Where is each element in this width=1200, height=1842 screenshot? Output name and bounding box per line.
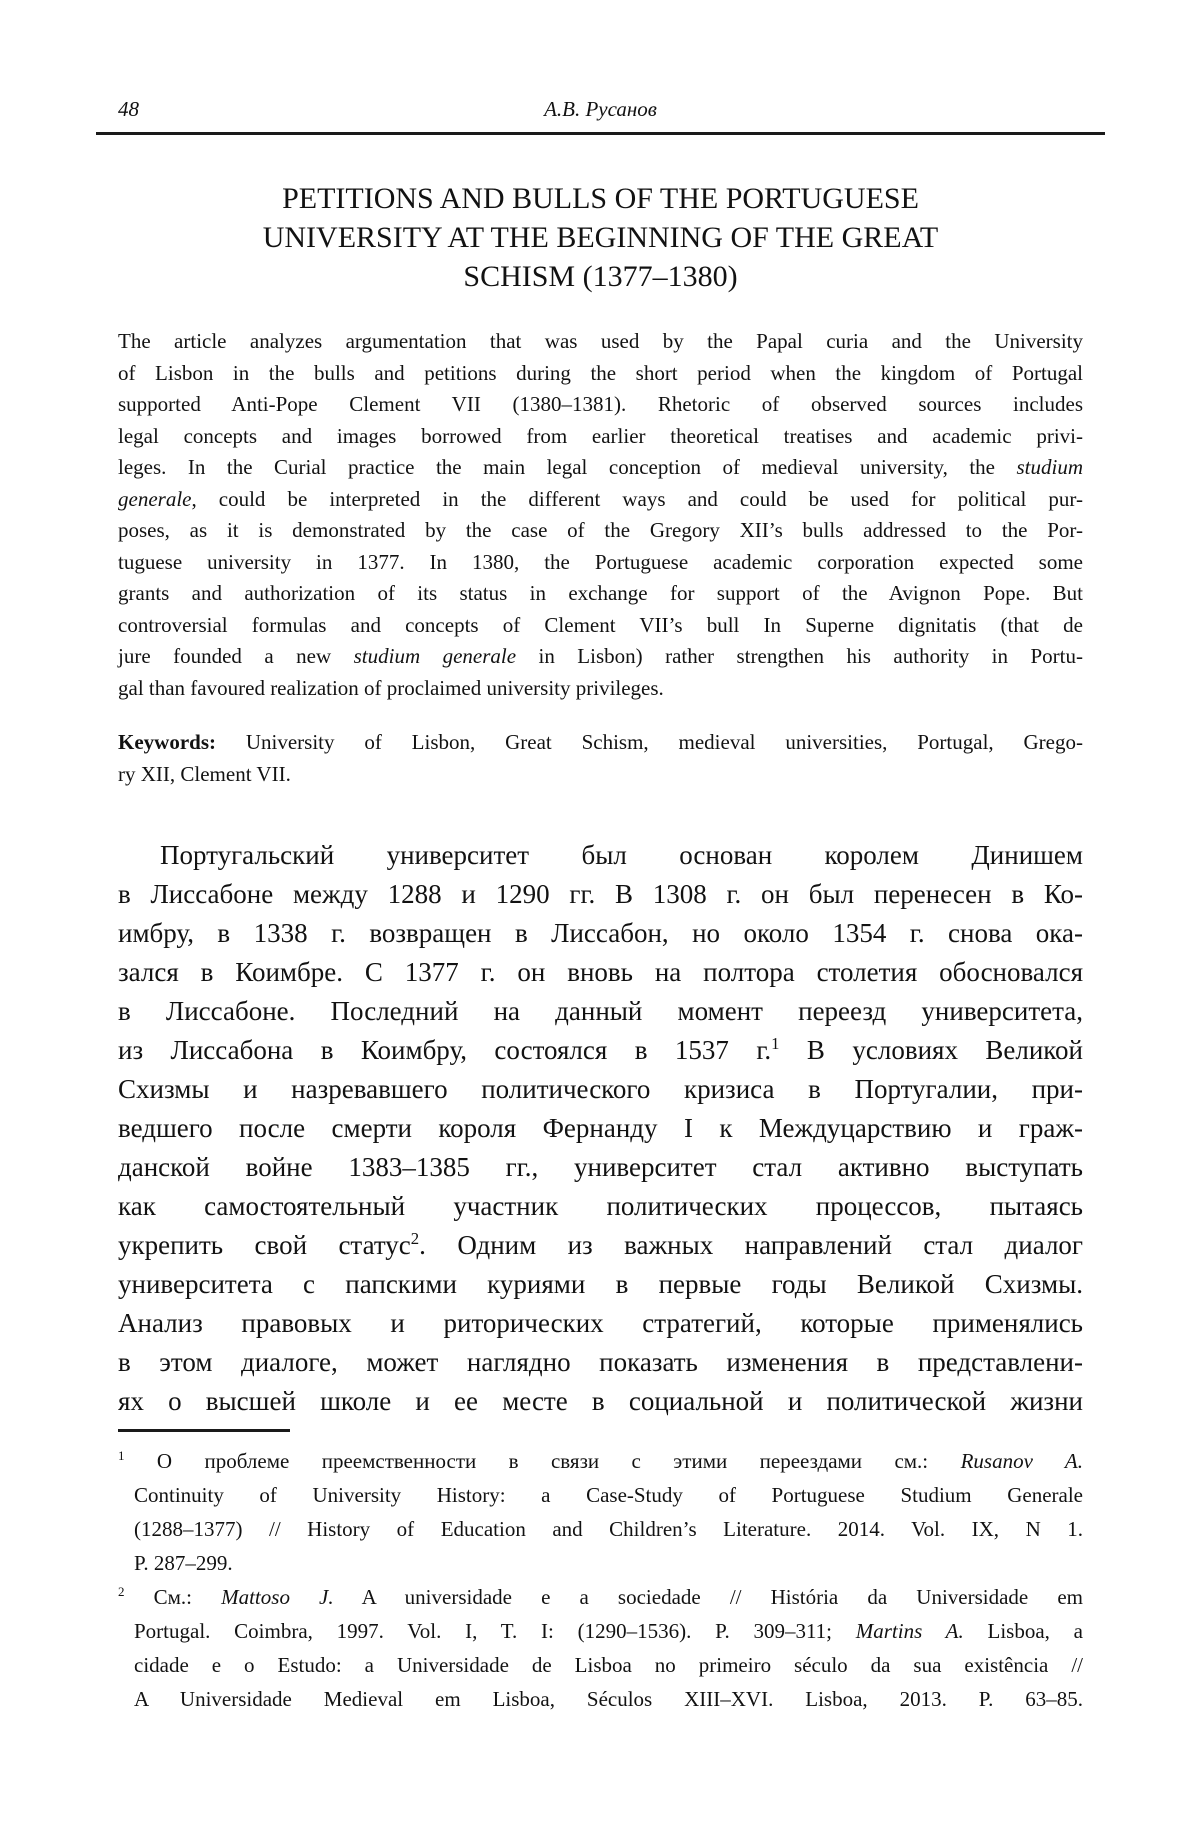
footnotes bbox=[118, 1444, 1083, 1716]
footnote-ref: 2 bbox=[410, 1229, 420, 1248]
text-line bbox=[118, 484, 1083, 516]
text-line bbox=[118, 421, 1083, 453]
text-line bbox=[118, 1580, 1083, 1614]
text-line bbox=[118, 1343, 1083, 1382]
text-run: generale bbox=[118, 486, 192, 511]
text-run: Martins A. bbox=[855, 1619, 964, 1643]
text-run: в этом диалоге, может наглядно показать изменения в представлени- bbox=[118, 1347, 1083, 1377]
text-run: The article analyzes argumentation that was used by the Papal curia and the University bbox=[118, 329, 1083, 353]
text-line bbox=[118, 1070, 1083, 1109]
text-run: укрепить свой статус bbox=[118, 1230, 411, 1260]
text-run: Continuity of University History: a Case-Study of Portuguese Studium Generale bbox=[134, 1483, 1083, 1507]
text-run: данской войне 1383–1385 гг., университет стал активно выступать bbox=[118, 1152, 1083, 1182]
text-run: supported Anti-Pope Clement VII (1380–1381). Rhetoric of observed sources includes bbox=[118, 392, 1083, 416]
text-line bbox=[118, 953, 1083, 992]
text-run: SCHISM (1377–1380) bbox=[463, 260, 738, 293]
text-run: Португальский университет был основан королем Динишем bbox=[160, 840, 1083, 870]
text-line bbox=[118, 179, 1083, 218]
text-run: в Лиссабоне между 1288 и 1290 гг. В 1308 г. он был перенесен в Ко- bbox=[118, 879, 1083, 909]
abstract bbox=[118, 326, 1083, 704]
footnote-1 bbox=[118, 1444, 1083, 1580]
text-run: университета с папскими куриями в первые годы Великой Схизмы. bbox=[118, 1269, 1083, 1299]
text-line bbox=[118, 1478, 1083, 1512]
text-run: A universidade e a sociedade // História da Universidade em bbox=[333, 1585, 1083, 1609]
text-line bbox=[118, 389, 1083, 421]
article-title bbox=[118, 179, 1083, 296]
running-head: А.В. Русанов bbox=[544, 97, 657, 121]
text-run: В условиях Великой bbox=[779, 1035, 1083, 1065]
footnote-ref: 1 bbox=[118, 1448, 125, 1463]
text-run: in Lisbon) rather strengthen his authority in Portu- bbox=[516, 644, 1083, 668]
text-run: Lisboa, a bbox=[963, 1619, 1083, 1643]
text-line bbox=[118, 1304, 1083, 1343]
text-run: . Одним из важных направлений стал диалог bbox=[419, 1230, 1083, 1260]
text-run: leges. In the Curial practice the main legal conception of medieval university, the bbox=[118, 455, 1017, 479]
text-run: из Лиссабона в Коимбру, состоялся в 1537 г. bbox=[118, 1035, 772, 1065]
page-number: 48 bbox=[118, 97, 139, 121]
text-line bbox=[118, 1682, 1083, 1716]
text-line bbox=[118, 358, 1083, 390]
text-line bbox=[118, 1031, 1083, 1070]
text-run: зался в Коимбре. С 1377 г. он вновь на полтора столетия обосновался bbox=[118, 957, 1083, 987]
text-line bbox=[118, 610, 1083, 642]
text-line bbox=[118, 515, 1083, 547]
text-line bbox=[118, 1546, 1083, 1580]
text-line bbox=[118, 836, 1083, 875]
keywords bbox=[118, 726, 1083, 790]
text-run: Схизмы и назревавшего политического кризиса в Португалии, при- bbox=[118, 1074, 1083, 1104]
footnote-2 bbox=[118, 1580, 1083, 1716]
header-rule bbox=[96, 132, 1105, 135]
text-run: имбру, в 1338 г. возвращен в Лиссабон, но около 1354 г. снова ока- bbox=[118, 918, 1083, 948]
text-run: grants and authorization of its status in exchange for support of the Avignon Pope. But bbox=[118, 581, 1083, 605]
text-run: PETITIONS AND BULLS OF THE PORTUGUESE bbox=[282, 182, 919, 215]
text-run: , could be interpreted in the different ways and could be used for political pur- bbox=[191, 486, 1083, 511]
text-run: См.: bbox=[124, 1585, 222, 1609]
text-line bbox=[118, 914, 1083, 953]
text-line bbox=[118, 1226, 1083, 1265]
text-line bbox=[118, 218, 1083, 257]
text-line bbox=[118, 641, 1083, 673]
text-run: Анализ правовых и риторических стратегий, которые применялись bbox=[118, 1308, 1083, 1338]
text-run: Portugal. Coimbra, 1997. Vol. I, T. I: (1290–1536). P. 309–311; bbox=[134, 1619, 856, 1643]
text-run: cidade e o Estudo: a Universidade de Lisboa no primeiro século da sua existência // bbox=[134, 1653, 1083, 1677]
text-line bbox=[118, 1444, 1083, 1478]
text-run: Mattoso J. bbox=[221, 1585, 334, 1609]
text-line bbox=[118, 1148, 1083, 1187]
footnote-ref: 2 bbox=[118, 1584, 125, 1599]
text-run: of Lisbon in the bulls and petitions during the short period when the kingdom of Portugal bbox=[118, 360, 1083, 385]
text-line bbox=[118, 758, 1083, 790]
text-run: controversial formulas and concepts of Clement VII’s bull In Superne dignitatis (that de bbox=[118, 612, 1083, 637]
text-run: (1288–1377) // History of Education and Children’s Literature. 2014. Vol. IX, N 1. bbox=[134, 1517, 1083, 1541]
text-line bbox=[118, 1614, 1083, 1648]
text-run: как самостоятельный участник политических процессов, пытаясь bbox=[118, 1191, 1083, 1221]
footnote-separator bbox=[118, 1429, 290, 1432]
body-paragraph bbox=[118, 836, 1083, 1421]
text-line bbox=[118, 326, 1083, 358]
text-run: ry XII, Clement VII. bbox=[118, 762, 291, 786]
text-line bbox=[118, 1265, 1083, 1304]
page-header bbox=[118, 96, 1083, 122]
text-run: A Universidade Medieval em Lisboa, Séculos XIII–XVI. Lisboa, 2013. P. 63–85. bbox=[134, 1687, 1083, 1711]
text-line bbox=[118, 1382, 1083, 1421]
text-run: gal than favoured realization of proclaimed university privileges. bbox=[118, 675, 664, 700]
text-run: UNIVERSITY AT THE BEGINNING OF THE GREAT bbox=[262, 221, 939, 254]
text-line bbox=[118, 1648, 1083, 1682]
text-line bbox=[118, 452, 1083, 484]
text-line bbox=[118, 1187, 1083, 1226]
text-run: P. 287–299. bbox=[134, 1551, 233, 1575]
text-run: poses, as it is demonstrated by the case of the Gregory XII’s bulls addressed to the Por- bbox=[118, 518, 1083, 542]
text-line bbox=[118, 1512, 1083, 1546]
text-run: tuguese university in 1377. In 1380, the Portuguese academic corporation expected some bbox=[118, 549, 1083, 574]
text-line bbox=[118, 992, 1083, 1031]
text-run: studium bbox=[1016, 455, 1083, 479]
text-run: Rusanov A. bbox=[960, 1449, 1083, 1473]
text-line bbox=[118, 1109, 1083, 1148]
text-line bbox=[118, 257, 1083, 296]
text-run: ях о высшей школе и ее месте в социальной и политической жизни bbox=[118, 1386, 1083, 1416]
text-line bbox=[118, 726, 1083, 758]
text-run: jure founded a new bbox=[118, 644, 354, 668]
text-run: University of Lisbon, Great Schism, medieval universities, Portugal, Grego- bbox=[216, 730, 1083, 754]
text-run: ведшего после смерти короля Фернанду I к Междуцарствию и граж- bbox=[118, 1113, 1083, 1143]
text-run: Keywords: bbox=[118, 730, 216, 754]
text-line bbox=[118, 875, 1083, 914]
text-line bbox=[118, 673, 1083, 705]
text-run: studium generale bbox=[353, 644, 517, 668]
footnote-ref: 1 bbox=[771, 1034, 780, 1053]
text-run: О проблеме преемственности в связи с этими переездами см.: bbox=[124, 1449, 961, 1473]
text-run: в Лиссабоне. Последний на данный момент переезд университета, bbox=[118, 996, 1083, 1026]
text-run: legal concepts and images borrowed from earlier theoretical treatises and academic privi- bbox=[118, 423, 1083, 448]
text-line bbox=[118, 547, 1083, 579]
text-line bbox=[118, 578, 1083, 610]
